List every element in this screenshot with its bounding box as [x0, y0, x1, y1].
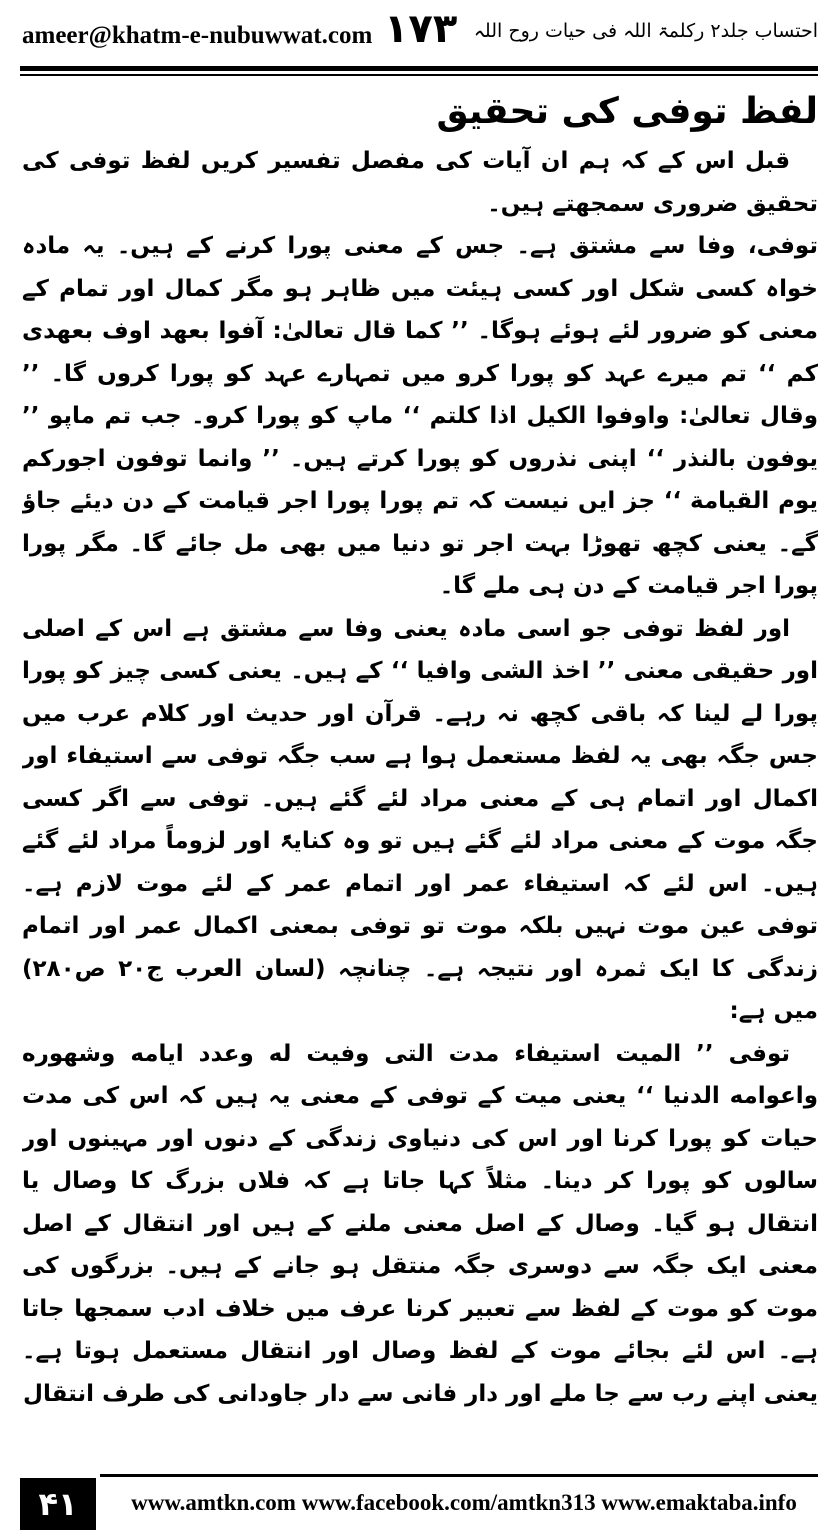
page-header [0, 0, 840, 64]
header-page-number: ۱۷۳ [384, 6, 458, 52]
header-book-title: احتساب جلد۲ رکلمۃ اللہ فی حیات روح اللہ [473, 20, 818, 42]
header-rule-thick [20, 66, 818, 71]
paragraph-1: قبل اس کے کہ ہم ان آیات کی مفصل تفسیر کریں لفظ توفی کی تحقیق ضروری سمجھتے ہیں۔ [22, 148, 818, 217]
header-email: ameer@khatm-e-nubuwwat.com [22, 22, 373, 49]
paragraph-4: توفی ’’ الميت استيفاء مدت التى وفيت له وعدد ايامه وشهوره واعوامه الدنيا ‘‘ یعنی میت کے توفی کے معنی یہ ہیں کہ اس کی مدت حیات کو پورا کرنا اور اس کی دنیاوی زندگی کے دنوں اور مہینوں اور سالوں کو پورا کر دینا۔ مثلاً کہا جاتا ہے کہ فلاں بزرگ کا وصال یا انتقال ہو گیا۔ وصال کے اصل معنی ملنے کے ہیں اور انتقال کے اصل معنی ایک جگہ سے دوسری جگہ منتقل ہو جانے کے ہیں۔ بزرگوں کی موت کو موت کے لفظ سے تعبیر کرنا عرف میں خلاف ادب سمجھا جاتا ہے۔ اس لئے بجائے موت کے لفظ وصال اور انتقال مستعمل ہوتا ہے۔ یعنی اپنے رب سے جا ملے اور دار فانی سے دار جاودانی کی طرف انتقال [22, 1040, 818, 1407]
article-title: لفظ توفی کی تحقیق [436, 91, 818, 132]
header-rule-thin [20, 74, 818, 76]
paragraph-2: توفی، وفا سے مشتق ہے۔ جس کے معنی پورا کرنے کے ہیں۔ یہ مادہ خواہ کسی شکل اور کسی ہیئت میں ظاہر ہو مگر کمال اور تمام کے معنی کو ضرور لئے ہوئے ہوگا۔ ’’ کما قال تعالیٰ: آفوا بعهد اوف بعهدى كم ‘‘ تم میرے عہد کو پورا کرو میں تمہارے عہد کو پورا کروں گا۔ ’’ وقال تعالیٰ: واوفوا الكيل اذا كلتم ‘‘ ماپ کو پورا کرو۔ جب تم ماپو ’’ يوفون بالنذر ‘‘ اپنی نذروں کو پورا کرتے ہیں۔ ’’ وانما توفون اجوركم يوم القيامة ‘‘ جز ایں نیست کہ تم پورا پورا اجر قیامت کے دن دیئے جاؤ گے۔ یعنی کچھ تھوڑا بہت اجر تو دنیا میں بھی مل جائے گا۔ مگر پورا پورا اجر قیامت کے دن ہی ملے گا۔ [22, 233, 818, 599]
article-body [22, 84, 818, 1456]
paragraph-3: اور لفظ توفی جو اسی مادہ یعنی وفا سے مشتق ہے اس کے اصلی اور حقیقی معنی ’’ اخذ الشی وافيا ‘‘ کے ہیں۔ یعنی کسی چیز کو پورا پورا لے لینا کہ باقی کچھ نہ رہے۔ قرآن اور حدیث اور کلام عرب میں جس جگہ بھی یہ لفظ مستعمل ہوا ہے سب جگہ توفی سے استیفاء اور اکمال اور اتمام ہی کے معنی مراد لئے گئے ہیں۔ توفی سے اگر کسی جگہ موت کے معنی مراد لئے گئے ہیں تو وہ کنایۃً اور لزوماً مراد لئے گئے ہیں۔ اس لئے کہ استیفاء عمر اور اتمام عمر کے لئے موت لازم ہے۔ توفی عین موت نہیں بلکہ موت تو توفی بمعنی اکمال عمر اور اتمام زندگی کا ایک ثمرہ اور نتیجہ ہے۔ چنانچہ (لسان العرب ج۲۰ ص۲۸۰) میں ہے: [22, 615, 818, 1024]
footer-rule [100, 1474, 818, 1477]
footer-links: www.amtkn.com www.facebook.com/amtkn313 www.emaktaba.info [131, 1490, 797, 1515]
footer-page-label: ۴۱ [20, 1478, 96, 1530]
